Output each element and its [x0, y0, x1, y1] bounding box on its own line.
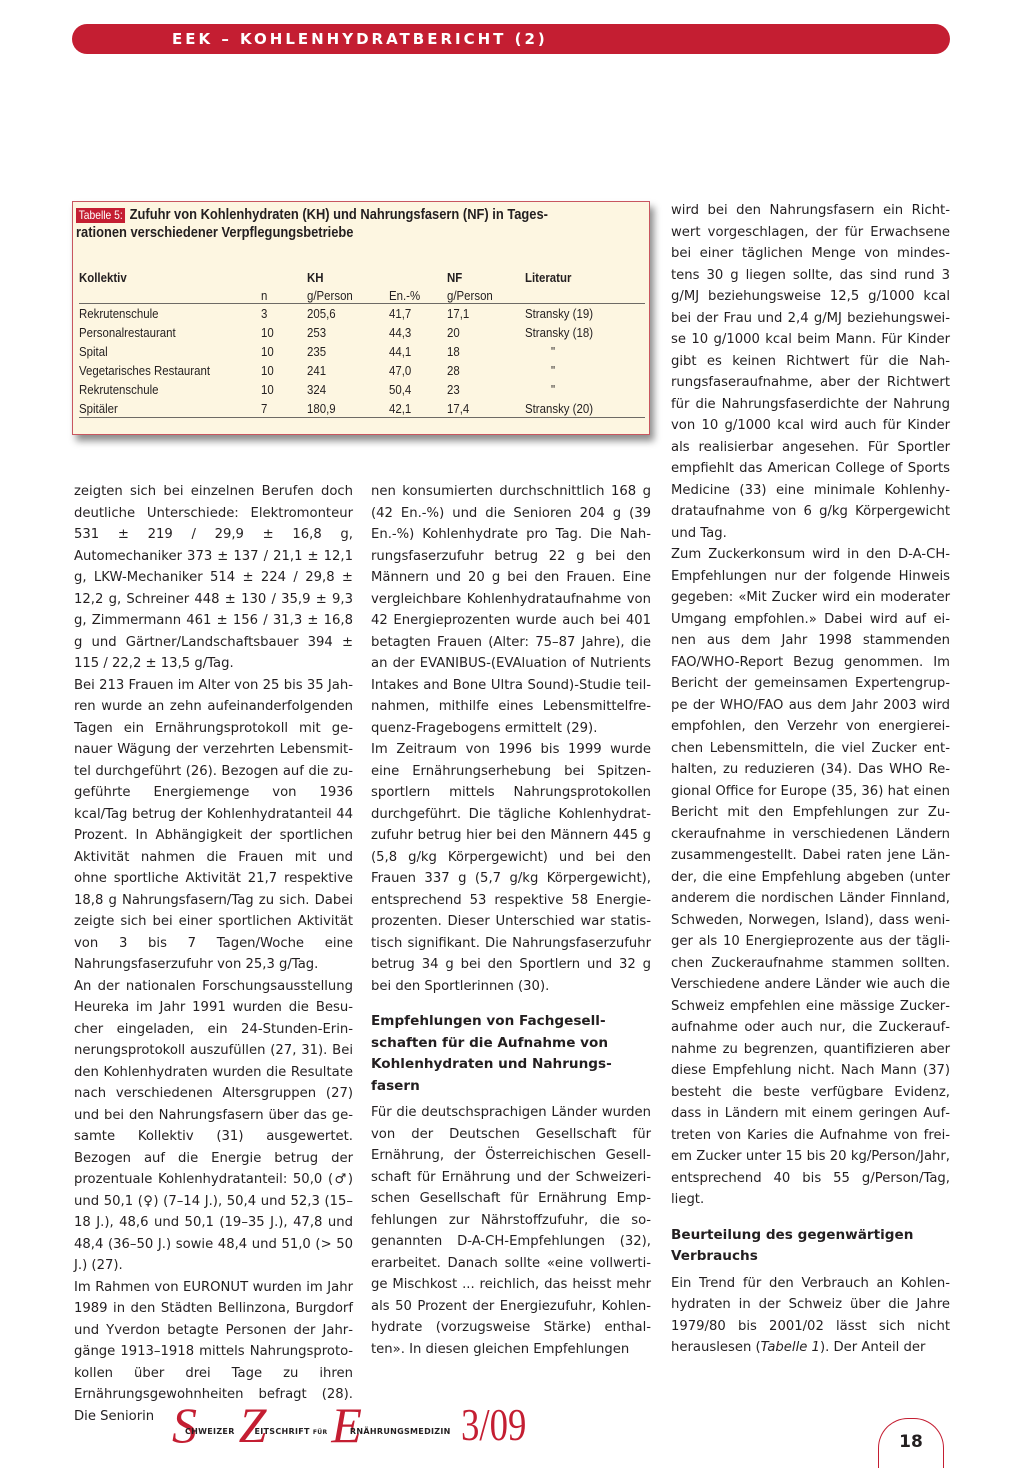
paragraph: Für die deutschsprachigen Länder wurden von der Deutschen Gesellschaft für Ernährung, der Österreichischen Gesellschaft für Ernährung und der Schweizerischen Gesellschaft für Ernährung Empfehlungen zur Nährstoffzufuhr, die sogenannten D-A-CH-Empfehlungen (32), erarbeitet. Danach sollte «eine vollwertige Mischkost ... reichlich, das heisst mehr als 50 Prozent der Energiezufuhr, Kohlenhydrate (vorzugsweise Stärke) enthalten». In diesen gleichen Empfehlungen	[371, 1105, 651, 1357]
cell-nf: 17,1	[447, 306, 470, 321]
text-run: Ein Trend für den Verbrauch an Kohlenhydraten in der Schweiz über die Jahre 1979/80 bis 2001/02 lässt sich nicht herauslesen (	[671, 1275, 950, 1355]
cell-n: 3	[261, 306, 268, 321]
logo-word-fuer: FÜR	[312, 1429, 328, 1436]
table-units-row	[79, 287, 645, 304]
cell-n: 10	[261, 344, 274, 359]
table-row	[79, 342, 645, 361]
paragraph: An der nationalen Forschungsausstellung Heureka im Jahr 1991 wurden die Besucher eingeladen, ein 24-Stunden-Erinnerungsprotokoll auszufüllen (27, 31). Bei den Kohlenhydraten wurden die Resultate nach verschiedenen Altersgruppen (27) und bei den Nahrungsfasern über das gesamte Kollektiv (31) ausgewertet. Bezogen auf die Energie betrug der prozentuale Kohlenhydratanteil: 50,0 (♂) und 50,1 (♀) (7–14 J.), 50,4 und 52,3 (15–18 J.), 48,6 und 50,1 (19–35 J.), 47,8 und 48,4 (36–50 J.) sowie 48,4 und 51,0 (> 50 J.) (27).	[74, 978, 353, 1273]
paragraph: Bei 213 Frauen im Alter von 25 bis 35 Jahren wurde an zehn aufeinanderfolgenden Tagen ein Ernährungsprotokoll mit genauer Wägung der verzehrten Lebensmittel durchgeführt (26). Bezogen auf die zugeführte Energiemenge von 1936 kcal/Tag betrug der Kohlenhydratanteil 44 Prozent. In Abhängigkeit der sportlichen Aktivität nahmen die Frauen mit und ohne sportliche Aktivität 21,7 respektive 18,8 g Nahrungsfasern/Tag zu sich. Dabei zeigte sich bei einer sportlichen Aktivität von 3 bis 7 Tagen/Woche eine Nahrungsfaserzufuhr von 25,3 g/Tag.	[74, 677, 353, 972]
cell-literatur: "	[551, 363, 556, 378]
cell-n: 10	[261, 325, 274, 340]
table-row	[79, 323, 645, 342]
table-row	[79, 380, 645, 399]
logo-letter-z: Z	[238, 1397, 267, 1453]
unit-nf: g/Person	[447, 288, 493, 303]
text-column-1	[74, 481, 353, 1427]
cell-literatur: Stransky (19)	[525, 306, 594, 321]
cell-en: 47,0	[389, 363, 412, 378]
cell-kollektiv: Spital	[79, 344, 108, 359]
cell-n: 7	[261, 401, 268, 416]
cell-nf: 23	[447, 382, 460, 397]
section-header-bar	[72, 24, 950, 54]
cell-en: 42,1	[389, 401, 412, 416]
cell-kollektiv: Spitäler	[79, 401, 118, 416]
table-caption	[76, 206, 635, 242]
table-row	[79, 399, 645, 418]
table-tag: Tabelle 5:	[76, 208, 125, 223]
journal-logo	[172, 1397, 542, 1453]
cell-en: 41,7	[389, 306, 412, 321]
cell-nf: 17,4	[447, 401, 470, 416]
cell-en: 50,4	[389, 382, 412, 397]
section-heading: Empfehlungen von Fachgesellschaften für die Aufnahme von Kohlenhydraten und Nahrungsfasern	[371, 1013, 612, 1094]
cell-kollektiv: Rekrutenschule	[79, 306, 159, 321]
logo-letter-s: S	[172, 1397, 197, 1453]
logo-text-ernaehrungsmedizin: RNÄHRUNGSMEDIZIN	[349, 1427, 451, 1436]
paragraph: Im Zeitraum von 1996 bis 1999 wurde eine Ernährungserhebung bei Spitzensportlern mittels Nahrungsprotokollen durchgeführt. Die tägliche Kohlenhydratzufuhr betrug hier bei den Männern 445 g (5,8 g/kg Körpergewicht) und bei den Frauen 337 g (5,7 g/kg Körpergewicht), entsprechend 53 respektive 58 Energieprozenten. Dieser Unterschied war statistisch signifikant. Die Nahrungsfaserzufuhr betrug 34 g bei den Sportlern und 32 g bei den Sportlerinnen (30).	[371, 742, 651, 994]
cell-kh: 180,9	[307, 401, 336, 416]
cell-literatur: Stransky (18)	[525, 325, 594, 340]
text-run: ). Der Anteil der	[819, 1340, 926, 1355]
paragraph: nen konsumierten durchschnittlich 168 g (42 En.-%) und die Senioren 204 g (39 En.-%) Kohlenhydrate pro Tag. Die Nahrungsfaserzufuhr betrug 22 g bei den Männern und 20 g bei den Frauen. Eine vergleichbare Kohlenhydrataufnahme von 42 Energieprozenten wurde auch bei 401 betagten Frauen (Alter: 75–87 Jahre), die an der EVANIBUS-(EVAluation of Nutrients Intakes and Bone Ultra Sound)-Studie teilnahmen, mithilfe eines Lebensmittelfrequenz-Fragebogens ermittelt (29).	[371, 484, 651, 736]
cell-kh: 205,6	[307, 306, 336, 321]
logo-text-schweizer: CHWEIZER	[185, 1427, 235, 1436]
table-row	[79, 361, 645, 380]
table-caption-line2: rationen verschiedener Verpflegungsbetriebe	[76, 224, 354, 241]
text-column-2	[371, 481, 651, 1360]
cell-en: 44,1	[389, 344, 412, 359]
issue-number: 3/09	[460, 1399, 527, 1450]
cell-nf: 20	[447, 325, 460, 340]
logo-letter-e: E	[331, 1397, 362, 1453]
header-literatur: Literatur	[525, 270, 572, 285]
logo-text-zeitschrift	[254, 1427, 327, 1448]
cell-nf: 18	[447, 344, 460, 359]
header-kh: KH	[307, 270, 324, 285]
cell-literatur: "	[551, 344, 556, 359]
cell-n: 10	[261, 363, 274, 378]
header-kollektiv: Kollektiv	[79, 270, 127, 285]
paragraph: zeigten sich bei einzelnen Berufen doch deutliche Unterschiede: Elektromonteur 531 ± 219 / 29,9 ± 16,8 g, Automechaniker 373 ± 137 / 21,1 ± 12,1 g, LKW-Mechaniker 514 ± 224 / 29,8 ± 12,2 g, Schreiner 448 ± 130 / 35,9 ± 9,3 g, Zimmermann 461 ± 156 / 31,3 ± 16,8 g und Gärtner/Landschaftsbauer 394 ± 115 / 22,2 ± 13,5 g/Tag.	[74, 484, 353, 671]
logo-word-zeitschrift: EITSCHRIFT	[254, 1427, 310, 1436]
section-title: EEK – KOHLENHYDRATBERICHT (2)	[172, 30, 548, 48]
text-column-3	[671, 200, 950, 1359]
cell-n: 10	[261, 382, 274, 397]
unit-kh: g/Person	[307, 288, 353, 303]
table-5-box	[72, 201, 650, 435]
table-header-row	[79, 268, 645, 287]
cell-kollektiv: Personalrestaurant	[79, 325, 176, 340]
table-caption-line1: Zufuhr von Kohlenhydraten (KH) und Nahrungsfasern (NF) in Tages-	[129, 206, 548, 223]
cell-literatur: "	[551, 382, 556, 397]
cell-nf: 28	[447, 363, 460, 378]
cell-kollektiv: Vegetarisches Restaurant	[79, 363, 211, 378]
cell-kh: 235	[307, 344, 327, 359]
unit-n: n	[261, 288, 268, 303]
paragraph: wird bei den Nahrungsfasern ein Richtwert vorgeschlagen, der für Erwachsene bei einer täglichen Menge von mindestens 30 g liegen sollte, das sind rund 3 g/MJ beziehungsweise 12,5 g/1000 kcal bei der Frau und 2,4 g/MJ beziehungsweise 10 g/1000 kcal beim Mann. Für Kinder gibt es keinen Richtwert für die Nahrungsfaseraufnahme, aber der Richtwert für die Nahrungsfaserdichte der Nahrung von 10 g/1000 kcal wird auch für Kinder als realisierbar angesehen. Für Sportler empfiehlt das American College of Sports Medicine (33) eine minimale Kohlenhydrataufnahme von 6 g/kg Körpergewicht und Tag.	[671, 203, 950, 541]
cell-kh: 324	[307, 382, 327, 397]
data-table	[79, 268, 645, 418]
cell-kh: 241	[307, 363, 327, 378]
cell-literatur: Stransky (20)	[525, 401, 594, 416]
unit-en: En.-%	[389, 288, 421, 303]
cell-en: 44,3	[389, 325, 412, 340]
table-reference: Tabelle 1	[760, 1340, 820, 1355]
section-heading: Beurteilung des gegenwärtigen Verbrauchs	[671, 1226, 914, 1264]
header-nf: NF	[447, 270, 463, 285]
paragraph	[671, 1273, 950, 1359]
paragraph: Im Rahmen von EURONUT wurden im Jahr 1989 in den Städten Bellinzona, Burgdorf und Yverdon betagte Personen der Jahrgänge 1913–1918 mittels Nahrungsprotokollen über drei Tage zu ihren Ernährungsgewohnheiten befragt (28). Die Seniorin	[74, 1279, 353, 1424]
cell-kollektiv: Rekrutenschule	[79, 382, 159, 397]
paragraph: Zum Zuckerkonsum wird in den D-A-CH-Empfehlungen nur der folgende Hinweis gegeben: «Mit Zucker wird ein moderater Umgang empfohlen.» Dabei wird auf einen aus dem Jahr 1998 stammenden FAO/WHO-Report Bezug genommen. Im Bericht der gemeinsamen Expertengruppe der WHO/FAO aus dem Jahr 2003 wird empfohlen, den Verzehr von energiereichen Lebensmitteln, die viel Zucker enthalten, zu reduzieren (34). Das WHO Regional Office for Europe (35, 36) hat einen Bericht mit den Empfehlungen zur Zuckeraufnahme in verschiedenen Ländern zusammengestellt. Dabei raten jene Länder, die eine Empfehlung abgeben (unter anderem die nordischen Länder Finnland, Schweden, Norwegen, Island), dass weniger als 10 Energieprozente aus der täglichen Zuckeraufnahme stammen sollten. Verschiedene andere Länder wie auch die Schweiz empfehlen eine mässige Zuckeraufnahme oder auch nur, die Zuckeraufnahme zu begrenzen, quantifizieren aber diese Empfehlung nicht. Nach Mann (37) besteht die beste verfügbare Evidenz, dass in Ländern mit einem geringen Auftreten von Karies die Aufnahme von freiem Zucker unter 15 bis 20 kg/Person/Jahr, entsprechend 40 bis 55 g/Person/Tag, liegt.	[671, 547, 950, 1207]
cell-kh: 253	[307, 325, 327, 340]
table-row	[79, 304, 645, 323]
page-number: 18	[878, 1418, 944, 1468]
